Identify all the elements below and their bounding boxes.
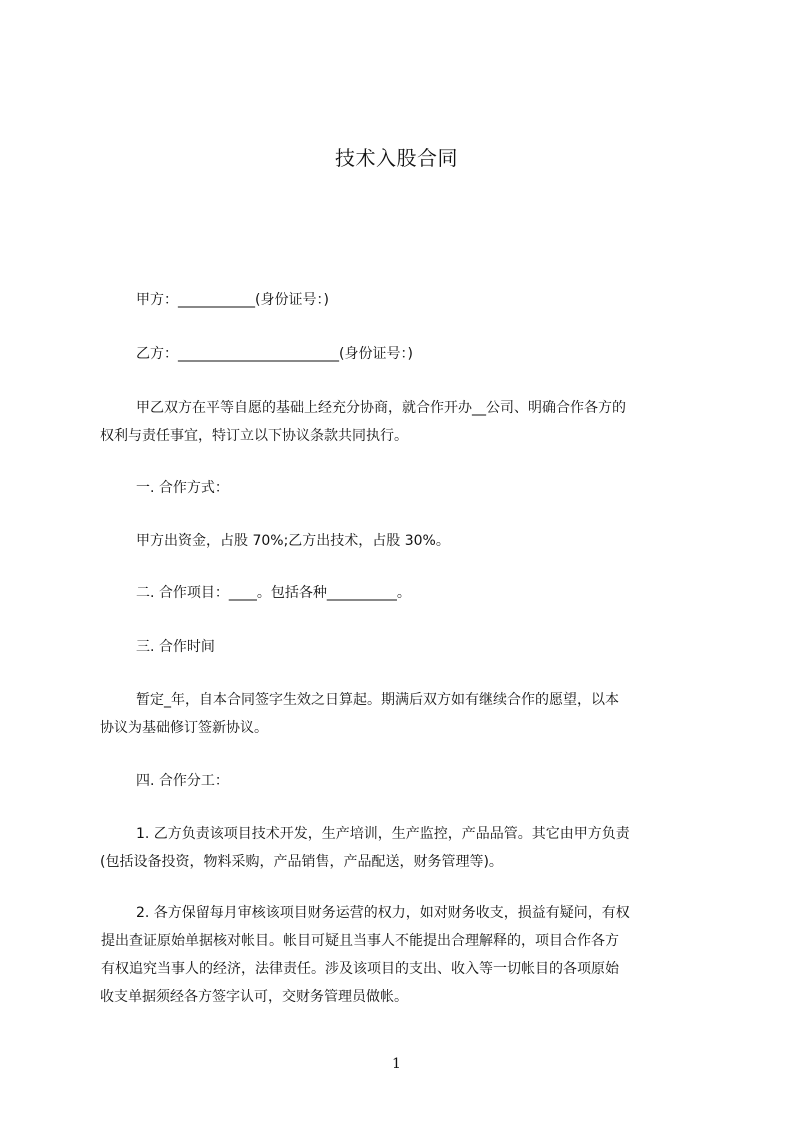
party-b-line: 乙方：_______________________(身份证号：) [136,346,413,362]
intro-line: 权利与责任事宜，特订立以下协议条款共同执行。 [100,428,408,444]
section4-heading: 四. 合作分工： [136,773,229,789]
document-title: 技术入股合同 [335,146,458,170]
page-number: 1 [392,1056,401,1072]
section4-item2 [100,899,700,1011]
section4-item2-line: 有权追究当事人的经济，法律责任。涉及该项目的支出、收入等一切帐目的各项原始 [101,961,619,977]
section3-line: 暂定_年，自本合同签字生效之日算起。期满后双方如有继续合作的愿望，以本 [136,692,619,708]
intro-paragraph [100,394,700,450]
section1-heading: 一. 合作方式： [136,480,229,496]
section4-item2-line: 2. 各方保留每月审核该项目财务运营的权力，如对财务收支，损益有疑问，有权 [136,905,630,921]
section4-item1 [100,820,700,876]
section4-item1-line: 1. 乙方负责该项目技术开发，生产培训，生产监控，产品品管。其它由甲方负责 [136,826,630,842]
section2-line: 二. 合作项目：____。包括各种__________。 [136,585,411,601]
section4-item1-line: (包括设备投资，物料采购，产品销售，产品配送，财务管理等)。 [100,854,503,870]
section1-body: 甲方出资金，占股 70%;乙方出技术，占股 30%。 [136,533,450,549]
section3-paragraph [100,686,700,742]
section3-heading: 三. 合作时间 [136,639,215,655]
party-a-line: 甲方：___________(身份证号：) [136,292,329,308]
section4-item2-line: 收支单据须经各方签字认可，交财务管理员做帐。 [100,989,408,1005]
section3-line: 协议为基础修订签新协议。 [100,720,268,736]
section4-item2-line: 提出查证原始单据核对帐目。帐目可疑且当事人不能提出合理解释的，项目合作各方 [101,933,619,949]
intro-line: 甲乙双方在平等自愿的基础上经充分协商，就合作开办__公司、明确合作各方的 [136,400,626,416]
